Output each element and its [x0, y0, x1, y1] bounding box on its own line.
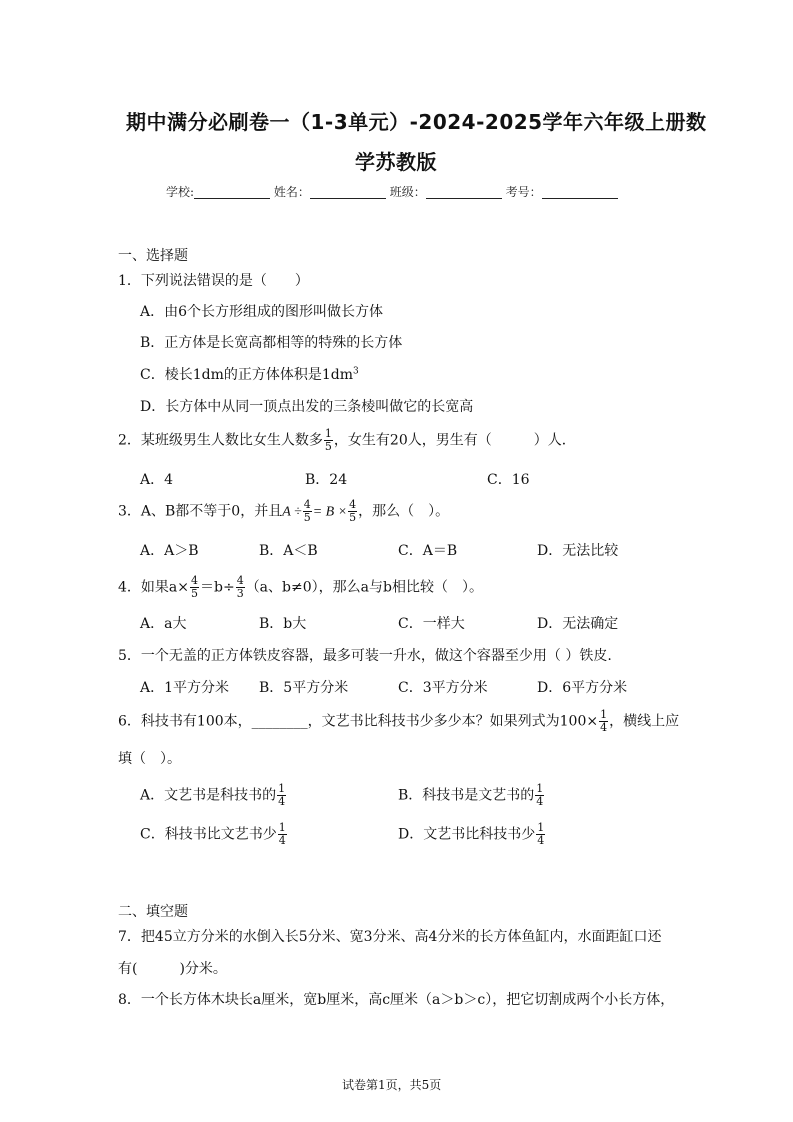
- stem-text: ，那么（ ）。: [358, 503, 450, 520]
- math-expression: = B ×: [312, 504, 348, 520]
- info-fields: [166, 183, 618, 200]
- option: A．由6个长方形组成的图形叫做长方体: [140, 304, 384, 320]
- fraction: [599, 709, 608, 734]
- option-text: C．科技书比文艺书少: [140, 826, 277, 843]
- question-stem-line2: 有( )分米。: [118, 961, 227, 977]
- option: [398, 822, 546, 847]
- option: C．A＝B: [398, 543, 458, 559]
- question-stem: [118, 575, 483, 600]
- option-text: B．科技书是文艺书的: [398, 787, 535, 804]
- numerator: 4: [349, 498, 357, 511]
- stem-text: ，女生有20人，男生有（ ）人．: [333, 432, 576, 449]
- numerator: 1: [600, 708, 608, 721]
- fraction: [277, 783, 286, 808]
- fraction: [278, 822, 287, 847]
- option: [398, 783, 545, 808]
- numerator: 4: [303, 498, 311, 511]
- class-blank: [426, 186, 502, 199]
- option: A．4: [140, 472, 174, 488]
- numerator: 4: [236, 574, 244, 587]
- fraction: [324, 428, 333, 453]
- fraction: [236, 575, 245, 600]
- denominator: 4: [278, 834, 286, 847]
- stem-text: 2．某班级男生人数比女生人数多: [118, 432, 323, 449]
- denominator: 4: [600, 721, 608, 734]
- denominator: 5: [324, 440, 332, 453]
- option: D．长方体中从同一顶点出发的三条棱叫做它的长宽高: [140, 399, 474, 415]
- denominator: 5: [190, 587, 198, 600]
- question-stem: [118, 428, 576, 453]
- school-blank: [194, 186, 270, 199]
- question-stem: 8．一个长方体木块长a厘米，宽b厘米，高c厘米（a＞b＞c），把它切割成两个小长方体，: [118, 992, 675, 1008]
- numerator: 1: [536, 782, 544, 795]
- option: D．无法比较: [537, 543, 619, 559]
- option: C．3平方分米: [398, 680, 488, 696]
- stem-text: 3．A、B都不等于0，并且: [118, 503, 283, 520]
- class-label: 班级：: [389, 185, 426, 199]
- stem-text: （a、b≠0），那么a与b相比较（ ）。: [245, 579, 483, 596]
- option: B．5平方分米: [259, 680, 349, 696]
- option: A．a大: [140, 616, 187, 632]
- denominator: 4: [537, 834, 545, 847]
- option-text: C．棱长1dm的正方体体积是1dm: [140, 367, 354, 383]
- option-text: D．文艺书比科技书少: [398, 826, 536, 843]
- denominator: 4: [536, 795, 544, 808]
- question-stem-line2: 填（ ）。: [118, 751, 181, 767]
- stem-text: ，横线上应: [609, 713, 680, 730]
- page-title-line2: 学苏教版: [355, 150, 437, 174]
- option: B．24: [305, 472, 348, 488]
- denominator: 5: [303, 511, 311, 524]
- numerator: 1: [537, 821, 545, 834]
- option: A．1平方分米: [140, 680, 230, 696]
- option: D．6平方分米: [537, 680, 628, 696]
- fraction: [303, 499, 312, 524]
- superscript: 3: [353, 366, 359, 377]
- option: B．A＜B: [259, 543, 318, 559]
- question-stem: [118, 499, 449, 524]
- option: [140, 822, 288, 847]
- numerator: 1: [324, 427, 332, 440]
- stem-text: 6．科技书有100本，________，文艺书比科技书少多少本？如果列式为100×: [118, 713, 599, 730]
- option: B．正方体是长宽高都相等的特殊的长方体: [140, 335, 403, 351]
- exam-number-blank: [542, 186, 618, 199]
- option: A．A＞B: [140, 543, 199, 559]
- stem-text: ＝b÷: [199, 579, 235, 596]
- section-title: 一、选择题: [118, 248, 188, 264]
- numerator: 1: [278, 782, 286, 795]
- denominator: 3: [236, 587, 244, 600]
- name-blank: [310, 186, 386, 199]
- option: C．一样大: [398, 616, 465, 632]
- school-label: 学校:: [166, 185, 195, 199]
- option: C．16: [487, 472, 530, 488]
- page-title: 期中满分必刷卷一（1-3单元）-2024-2025学年六年级上册数: [126, 110, 707, 134]
- fraction: [190, 575, 199, 600]
- question-stem: 5．一个无盖的正方体铁皮容器，最多可装一升水，做这个容器至少用（ ）铁皮.: [118, 648, 612, 664]
- option: B．b大: [259, 616, 307, 632]
- denominator: 4: [278, 795, 286, 808]
- stem-text: 4．如果a×: [118, 579, 189, 596]
- option: [140, 783, 287, 808]
- fraction: [348, 499, 357, 524]
- fraction: [535, 783, 544, 808]
- name-label: 姓名：: [273, 185, 310, 199]
- page-footer: 试卷第1页，共5页: [342, 1078, 442, 1092]
- numerator: 1: [278, 821, 286, 834]
- option-text: A．文艺书是科技书的: [140, 787, 277, 804]
- fraction: [536, 822, 545, 847]
- math-expression: A ÷: [282, 504, 302, 520]
- section-title: 二、填空题: [118, 904, 188, 920]
- option: [140, 364, 359, 384]
- denominator: 5: [349, 511, 357, 524]
- option: D．无法确定: [537, 616, 619, 632]
- exam-number-label: 考号：: [505, 185, 542, 199]
- question-stem: [118, 709, 679, 734]
- question-stem: 1．下列说法错误的是（ ）: [118, 273, 309, 289]
- numerator: 4: [190, 574, 198, 587]
- question-stem: 7．把45立方分米的水倒入长5分米、宽3分米、高4分米的长方体鱼缸内，水面距缸口还: [118, 929, 662, 945]
